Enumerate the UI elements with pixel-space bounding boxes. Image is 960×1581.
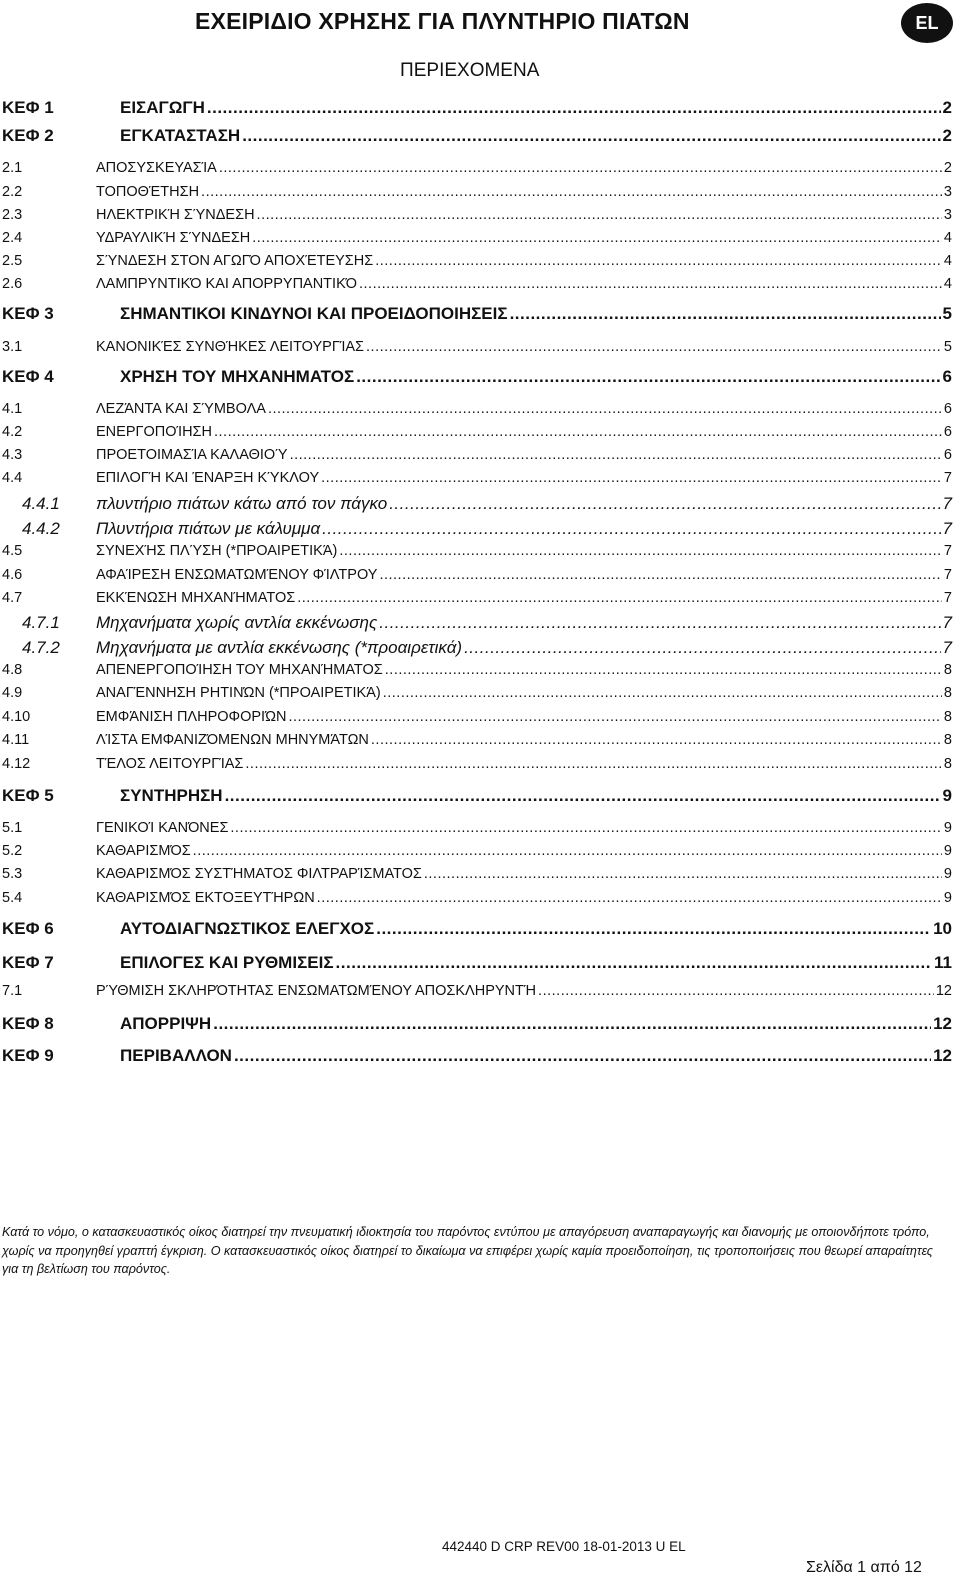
toc-entry-page: 7 bbox=[942, 519, 952, 538]
toc-entry-label-row bbox=[120, 1046, 952, 1066]
toc-dot-leader bbox=[366, 339, 942, 355]
toc-entry-label: ΗΛΕΚΤΡΙΚΉ ΣΎΝΔΕΣΗ bbox=[96, 207, 255, 223]
toc-entry-label: ΑΠΕΝΕΡΓΟΠΟΊΗΣΗ ΤΟΥ ΜΗΧΑΝΉΜΑΤΟΣ bbox=[96, 662, 383, 678]
toc-dot-leader bbox=[322, 519, 940, 539]
toc-entry-label-row bbox=[96, 339, 952, 355]
toc-entry-number: ΚΕΦ 7 bbox=[2, 953, 54, 972]
toc-entry-label-row bbox=[120, 786, 952, 806]
toc-entry-label-row bbox=[96, 843, 952, 859]
toc-entry-label: ΛΕΖΆΝΤΑ ΚΑΙ ΣΎΜΒΟΛΑ bbox=[96, 401, 266, 417]
toc-entry-number: 4.6 bbox=[2, 567, 23, 583]
toc-entry-label: ΤΈΛΟΣ ΛΕΙΤΟΥΡΓΊΑΣ bbox=[96, 756, 244, 772]
toc-entry-page: 6 bbox=[943, 447, 952, 463]
toc-entry-number: ΚΕΦ 8 bbox=[2, 1014, 54, 1033]
toc-entry-label-row bbox=[96, 494, 952, 514]
toc-entry-page: 6 bbox=[943, 401, 952, 417]
toc-entry-number: 2.1 bbox=[2, 160, 23, 176]
toc-heading: ΠΕΡΙΕΧΟΜΕΝΑ bbox=[400, 60, 540, 81]
toc-entry-number: 4.3 bbox=[2, 447, 23, 463]
toc-entry-label-row bbox=[96, 184, 952, 200]
toc-entry-number: ΚΕΦ 1 bbox=[2, 98, 54, 117]
toc-dot-leader bbox=[201, 184, 942, 200]
toc-entry-label: ΣΥΝΕΧΉΣ ΠΛΎΣΗ (*ΠΡΟΑΙΡΕΤΙΚΆ) bbox=[96, 543, 338, 559]
toc-entry-number: 4.8 bbox=[2, 662, 23, 678]
toc-entry-number: 5.3 bbox=[2, 866, 23, 882]
toc-entry-number: 5.1 bbox=[2, 820, 23, 836]
toc-entry-number: 4.5 bbox=[2, 543, 23, 559]
toc-entry-label: ΕΙΣΑΓΩΓΗ bbox=[120, 98, 205, 117]
toc-entry-label-row bbox=[120, 304, 952, 324]
toc-entry-page: 4 bbox=[943, 230, 952, 246]
toc-entry-label: ΚΑΝΟΝΙΚΈΣ ΣΥΝΘΉΚΕΣ ΛΕΙΤΟΥΡΓΊΑΣ bbox=[96, 339, 365, 355]
toc-entry-label-row bbox=[96, 685, 952, 701]
toc-entry-number: 2.5 bbox=[2, 253, 23, 269]
toc-dot-leader bbox=[317, 890, 942, 906]
toc-entry-number: 5.2 bbox=[2, 843, 23, 859]
toc-entry-label-row bbox=[96, 543, 952, 559]
toc-entry-page: 6 bbox=[943, 424, 952, 440]
toc-dot-leader bbox=[252, 230, 942, 246]
toc-dot-leader bbox=[464, 638, 940, 658]
toc-entry-label: ΑΦΑΊΡΕΣΗ ΕΝΣΩΜΑΤΩΜΈΝΟΥ ΦΊΛΤΡΟΥ bbox=[96, 567, 378, 583]
toc-entry-label-row bbox=[96, 756, 952, 772]
toc-entry-page: 7 bbox=[943, 470, 952, 486]
toc-entry-page: 9 bbox=[942, 786, 952, 805]
toc-dot-leader bbox=[234, 1046, 931, 1066]
toc-entry-page: 11 bbox=[934, 953, 952, 972]
toc-entry-page: 7 bbox=[942, 613, 952, 632]
toc-entry-number: 2.6 bbox=[2, 276, 23, 292]
toc-entry-label-row bbox=[96, 983, 952, 999]
toc-entry-number: 4.2 bbox=[2, 424, 23, 440]
toc-dot-leader bbox=[376, 919, 931, 939]
toc-entry-page: 3 bbox=[943, 207, 952, 223]
document-title: ΕΧΕΙΡΙΔΙΟ ΧΡΗΣΗΣ ΓΙΑ ΠΛΥΝΤΗΡΙΟ ΠΙΑΤΩΝ bbox=[195, 8, 690, 34]
toc-entry-label: ΧΡΗΣΗ ΤΟΥ ΜΗΧΑΝΗΜΑΤΟΣ bbox=[120, 367, 355, 386]
toc-entry-label-row bbox=[96, 590, 952, 606]
toc-entry-label-row bbox=[120, 98, 952, 118]
toc-entry-page: 9 bbox=[943, 890, 952, 906]
toc-entry-label: ΕΚΚΈΝΩΣΗ ΜΗΧΑΝΉΜΑΤΟΣ bbox=[96, 590, 296, 606]
toc-entry-label: Μηχανήματα με αντλία εκκένωσης (*προαιρετικά) bbox=[96, 638, 463, 657]
toc-dot-leader bbox=[371, 732, 942, 748]
toc-entry-page: 5 bbox=[942, 304, 952, 323]
toc-entry-page: 9 bbox=[943, 866, 952, 882]
toc-entry-label: ΥΔΡΑΥΛΙΚΉ ΣΎΝΔΕΣΗ bbox=[96, 230, 251, 246]
toc-entry-page: 8 bbox=[943, 662, 952, 678]
toc-dot-leader bbox=[219, 160, 942, 176]
toc-dot-leader bbox=[225, 786, 941, 806]
copyright-notice: Κατά το νόμο, ο κατασκευαστικός οίκος διατηρεί την πνευματική ιδιοκτησία του παρόντος εντύπου με απαγόρευση αναπαραγωγής και διανομής με οποιονδήποτε τρόπο, χωρίς να προηγηθεί γραπτή έγκριση. Ο κατασκευαστικός οίκος διατηρεί το δικαίωμα να επιφέρει χωρίς καμία προειδοποίηση, τις τροποποιήσεις που θεωρεί απαραίτητες για τη βελτίωση του παρόντος. bbox=[2, 1225, 933, 1276]
toc-entry-label-row bbox=[96, 253, 952, 269]
toc-entry-number: 7.1 bbox=[2, 983, 23, 999]
toc-dot-leader bbox=[257, 207, 942, 223]
toc-entry-label-row bbox=[96, 401, 952, 417]
toc-entry-page: 12 bbox=[933, 1046, 952, 1065]
toc-entry-page: 8 bbox=[943, 732, 952, 748]
toc-entry-label: ΚΑΘΑΡΙΣΜΌΣ ΣΥΣΤΉΜΑΤΟΣ ΦΙΛΤΡΑΡΊΣΜΑΤΟΣ bbox=[96, 866, 422, 882]
toc-entry-label-row bbox=[120, 919, 952, 939]
toc-dot-leader bbox=[214, 424, 942, 440]
toc-entry-label: ΚΑΘΑΡΙΣΜΌΣ ΕΚΤΟΞΕΥΤΉΡΩΝ bbox=[96, 890, 315, 906]
toc-entry-number: ΚΕΦ 5 bbox=[2, 786, 54, 805]
toc-entry-page: 9 bbox=[943, 820, 952, 836]
toc-entry-label: ΕΜΦΆΝΙΣΗ ΠΛΗΡΟΦΟΡΙΏΝ bbox=[96, 709, 287, 725]
toc-entry-label: ΓΕΝΙΚΟΊ ΚΑΝΌΝΕΣ bbox=[96, 820, 229, 836]
toc-entry-label-row bbox=[96, 709, 952, 725]
toc-entry-number: ΚΕΦ 9 bbox=[2, 1046, 54, 1065]
toc-entry-label: ΑΠΟΡΡΙΨΗ bbox=[120, 1014, 212, 1033]
toc-entry-label: Πλυντήρια πιάτων με κάλυμμα bbox=[96, 519, 321, 538]
toc-entry-label-row bbox=[96, 160, 952, 176]
toc-entry-number: ΚΕΦ 4 bbox=[2, 367, 54, 386]
toc-entry-label-row bbox=[96, 866, 952, 882]
toc-dot-leader bbox=[383, 685, 942, 701]
toc-dot-leader bbox=[321, 470, 942, 486]
toc-dot-leader bbox=[268, 401, 942, 417]
toc-dot-leader bbox=[193, 843, 942, 859]
toc-entry-page: 3 bbox=[943, 184, 952, 200]
toc-entry-label-row bbox=[96, 732, 952, 748]
toc-entry-page: 2 bbox=[943, 160, 952, 176]
toc-entry-number: 4.7 bbox=[2, 590, 23, 606]
toc-entry-page: 2 bbox=[942, 126, 952, 145]
toc-entry-page: 6 bbox=[942, 367, 952, 386]
toc-entry-page: 5 bbox=[943, 339, 952, 355]
toc-entry-label: ΣΗΜΑΝΤΙΚΟΙ ΚΙΝΔΥΝΟΙ ΚΑΙ ΠΡΟΕΙΔΟΠΟΙΗΣΕΙΣ bbox=[120, 304, 508, 323]
toc-entry-label-row bbox=[96, 276, 952, 292]
toc-entry-label-row bbox=[96, 424, 952, 440]
toc-entry-page: 2 bbox=[942, 98, 952, 117]
toc-entry-label-row bbox=[120, 953, 952, 973]
toc-entry-label-row bbox=[96, 613, 952, 633]
toc-entry-label: ΕΠΙΛΟΓΉ ΚΑΙ ΈΝΑΡΞΗ ΚΎΚΛΟΥ bbox=[96, 470, 320, 486]
toc-dot-leader bbox=[288, 709, 941, 725]
toc-entry-page: 4 bbox=[943, 276, 952, 292]
toc-entry-label: Μηχανήματα χωρίς αντλία εκκένωσης bbox=[96, 613, 378, 632]
toc-dot-leader bbox=[213, 1014, 931, 1034]
toc-entry-number: 5.4 bbox=[2, 890, 23, 906]
toc-entry-number: 4.12 bbox=[2, 756, 31, 772]
toc-entry-label: ΣΎΝΔΕΣΗ ΣΤΟΝ ΑΓΩΓΌ ΑΠΟΧΈΤΕΥΣΗΣ bbox=[96, 253, 374, 269]
toc-entry-label-row bbox=[96, 230, 952, 246]
toc-dot-leader bbox=[389, 494, 940, 514]
toc-entry-page: 8 bbox=[943, 685, 952, 701]
toc-entry-label: ΡΎΘΜΙΣΗ ΣΚΛΗΡΌΤΗΤΑΣ ΕΝΣΩΜΑΤΩΜΈΝΟΥ ΑΠΟΣΚΛΗΡΥΝΤΉ bbox=[96, 983, 537, 999]
language-badge: EL bbox=[901, 3, 953, 43]
toc-dot-leader bbox=[375, 253, 942, 269]
toc-entry-number: 4.7.2 bbox=[22, 638, 60, 657]
document-code: 442440 D CRP REV00 18-01-2013 U EL bbox=[442, 1539, 686, 1554]
toc-entry-page: 12 bbox=[935, 983, 952, 999]
toc-dot-leader bbox=[385, 662, 942, 678]
toc-entry-number: 4.4 bbox=[2, 470, 23, 486]
toc-entry-label-row bbox=[96, 890, 952, 906]
toc-dot-leader bbox=[290, 447, 942, 463]
page-indicator: Σελίδα 1 από 12 bbox=[806, 1559, 922, 1576]
toc-entry-page: 7 bbox=[942, 638, 952, 657]
toc-entry-label: ΕΓΚΑΤΑΣΤΑΣΗ bbox=[120, 126, 241, 145]
toc-entry-page: 8 bbox=[943, 709, 952, 725]
toc-entry-number: 4.4.1 bbox=[22, 494, 60, 513]
toc-entry-label-row bbox=[96, 820, 952, 836]
toc-entry-label: ΛΑΜΠΡΥΝΤΙΚΌ ΚΑΙ ΑΠΟΡΡΥΠΑΝΤΙΚΌ bbox=[96, 276, 357, 292]
toc-dot-leader bbox=[356, 367, 940, 387]
toc-dot-leader bbox=[538, 983, 934, 999]
toc-entry-label: ΑΥΤΟΔΙΑΓΝΩΣΤΙΚΟΣ ΕΛΕΓΧΟΣ bbox=[120, 919, 375, 938]
toc-entry-label-row bbox=[96, 207, 952, 223]
toc-entry-label: ΑΠΟΣΥΣΚΕΥΑΣΊΑ bbox=[96, 160, 217, 176]
toc-entry-number: 4.10 bbox=[2, 709, 31, 725]
toc-entry-label: ΕΝΕΡΓΟΠΟΊΗΣΗ bbox=[96, 424, 212, 440]
toc-entry-number: 2.4 bbox=[2, 230, 23, 246]
toc-dot-leader bbox=[510, 304, 941, 324]
toc-dot-leader bbox=[379, 613, 940, 633]
toc-entry-number: 4.4.2 bbox=[22, 519, 60, 538]
toc-dot-leader bbox=[379, 567, 941, 583]
toc-entry-label: ΚΑΘΑΡΙΣΜΌΣ bbox=[96, 843, 191, 859]
toc-entry-label-row bbox=[120, 126, 952, 146]
toc-entry-label-row bbox=[96, 662, 952, 678]
toc-dot-leader bbox=[242, 126, 940, 146]
toc-entry-number: 4.9 bbox=[2, 685, 23, 701]
toc-entry-number: ΚΕΦ 6 bbox=[2, 919, 54, 938]
toc-dot-leader bbox=[339, 543, 942, 559]
toc-entry-number: 2.2 bbox=[2, 184, 23, 200]
toc-dot-leader bbox=[230, 820, 942, 836]
toc-entry-number: ΚΕΦ 3 bbox=[2, 304, 54, 323]
toc-entry-label: πλυντήριο πιάτων κάτω από τον πάγκο bbox=[96, 494, 388, 513]
toc-entry-label-row bbox=[96, 567, 952, 583]
toc-entry-label: ΕΠΙΛΟΓΕΣ ΚΑΙ ΡΥΘΜΙΣΕΙΣ bbox=[120, 953, 334, 972]
toc-entry-number: 3.1 bbox=[2, 339, 23, 355]
toc-entry-label: ΑΝΑΓΈΝΝΗΣΗ ΡΗΤΙΝΏΝ (*ΠΡΟΑΙΡΕΤΙΚΆ) bbox=[96, 685, 381, 701]
toc-entry-label-row bbox=[96, 447, 952, 463]
toc-entry-number: ΚΕΦ 2 bbox=[2, 126, 54, 145]
toc-entry-label: ΣΥΝΤΗΡΗΣΗ bbox=[120, 786, 223, 805]
toc-entry-label-row bbox=[96, 638, 952, 658]
toc-dot-leader bbox=[207, 98, 941, 118]
toc-entry-label: ΠΕΡΙΒΑΛΛΟΝ bbox=[120, 1046, 232, 1065]
toc-entry-number: 4.1 bbox=[2, 401, 23, 417]
toc-entry-page: 7 bbox=[942, 494, 952, 513]
toc-dot-leader bbox=[336, 953, 932, 973]
toc-entry-number: 4.11 bbox=[2, 732, 30, 748]
toc-entry-label: ΠΡΟΕΤΟΙΜΑΣΊΑ ΚΑΛΑΘΙΟΎ bbox=[96, 447, 288, 463]
toc-dot-leader bbox=[245, 756, 942, 772]
toc-entry-label-row bbox=[120, 367, 952, 387]
toc-entry-label-row bbox=[120, 1014, 952, 1034]
toc-entry-page: 7 bbox=[943, 543, 952, 559]
toc-entry-page: 9 bbox=[943, 843, 952, 859]
toc-entry-number: 4.7.1 bbox=[22, 613, 60, 632]
toc-entry-page: 12 bbox=[933, 1014, 952, 1033]
toc-dot-leader bbox=[359, 276, 942, 292]
toc-entry-page: 4 bbox=[943, 253, 952, 269]
toc-entry-page: 7 bbox=[943, 567, 952, 583]
toc-entry-page: 10 bbox=[933, 919, 952, 938]
toc-entry-page: 7 bbox=[943, 590, 952, 606]
toc-entry-label: ΛΊΣΤΑ ΕΜΦΑΝΙΖΌΜΕΝΩΝ ΜΗΝΥΜΆΤΩΝ bbox=[96, 732, 369, 748]
toc-entry-label-row bbox=[96, 519, 952, 539]
toc-dot-leader bbox=[424, 866, 942, 882]
toc-entry-label: ΤΟΠΟΘΈΤΗΣΗ bbox=[96, 184, 200, 200]
toc-entry-number: 2.3 bbox=[2, 207, 23, 223]
toc-entry-page: 8 bbox=[943, 756, 952, 772]
toc-dot-leader bbox=[297, 590, 942, 606]
toc-entry-label-row bbox=[96, 470, 952, 486]
